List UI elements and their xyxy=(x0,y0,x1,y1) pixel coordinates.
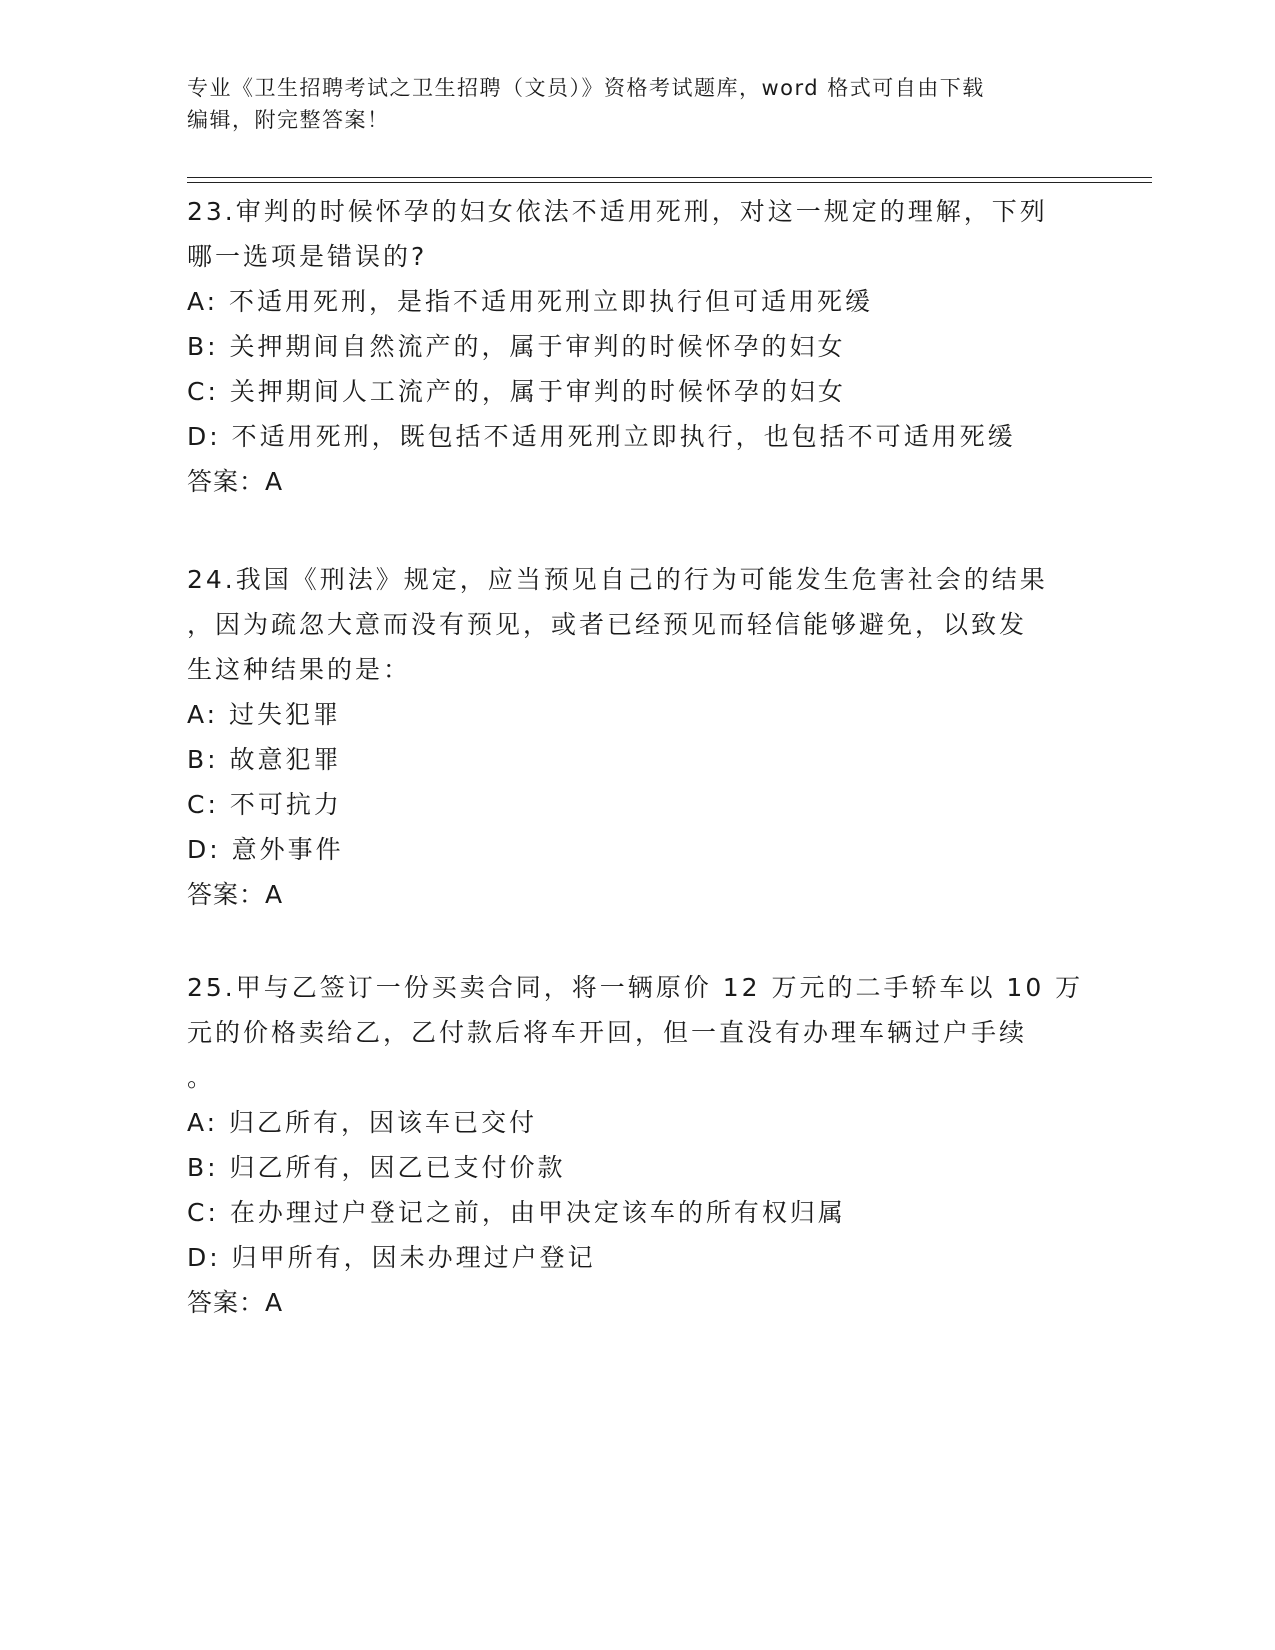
option-a: A: 归乙所有，因该车已交付 xyxy=(187,1108,538,1137)
question-text-line: 元的价格卖给乙，乙付款后将车开回，但一直没有办理车辆过户手续 xyxy=(187,1018,1028,1047)
header-line-1: 专业《卫生招聘考试之卫生招聘（文员）》资格考试题库，word 格式可自由下载 xyxy=(187,76,985,100)
question-24 xyxy=(187,557,1087,917)
question-23 xyxy=(187,189,1087,504)
header-line-2: 编辑，附完整答案！ xyxy=(187,108,390,132)
answer-line: 答案：A xyxy=(187,1288,284,1317)
question-text-line: 25.甲与乙签订一份买卖合同，将一辆原价 12 万元的二手轿车以 10 万 xyxy=(187,973,1084,1002)
question-text-line: 生这种结果的是： xyxy=(187,655,412,684)
header-divider-bottom xyxy=(187,182,1152,183)
option-b: B: 归乙所有，因乙已支付价款 xyxy=(187,1153,566,1182)
option-a: A: 过失犯罪 xyxy=(187,700,342,729)
question-text-line: 23.审判的时候怀孕的妇女依法不适用死刑，对这一规定的理解，下列 xyxy=(187,197,1048,226)
question-text-line: 。 xyxy=(187,1063,216,1092)
answer-line: 答案：A xyxy=(187,880,284,909)
option-d: D: 意外事件 xyxy=(187,835,344,864)
question-text-line: 哪一选项是错误的? xyxy=(187,242,428,271)
option-d: D: 不适用死刑，既包括不适用死刑立即执行，也包括不可适用死缓 xyxy=(187,422,1016,451)
answer-line: 答案：A xyxy=(187,467,284,496)
option-c: C: 不可抗力 xyxy=(187,790,342,819)
option-d: D: 归甲所有，因未办理过户登记 xyxy=(187,1243,596,1272)
question-text-line: ，因为疏忽大意而没有预见，或者已经预见而轻信能够避免，以致发 xyxy=(187,610,1028,639)
option-b: B: 关押期间自然流产的，属于审判的时候怀孕的妇女 xyxy=(187,332,846,361)
question-text-line: 24.我国《刑法》规定，应当预见自己的行为可能发生危害社会的结果 xyxy=(187,565,1048,594)
option-a: A: 不适用死刑，是指不适用死刑立即执行但可适用死缓 xyxy=(187,287,874,316)
option-b: B: 故意犯罪 xyxy=(187,745,342,774)
question-25 xyxy=(187,965,1087,1325)
document-header xyxy=(187,72,1087,136)
option-c: C: 关押期间人工流产的，属于审判的时候怀孕的妇女 xyxy=(187,377,846,406)
header-divider-top xyxy=(187,177,1152,178)
option-c: C: 在办理过户登记之前，由甲决定该车的所有权归属 xyxy=(187,1198,846,1227)
